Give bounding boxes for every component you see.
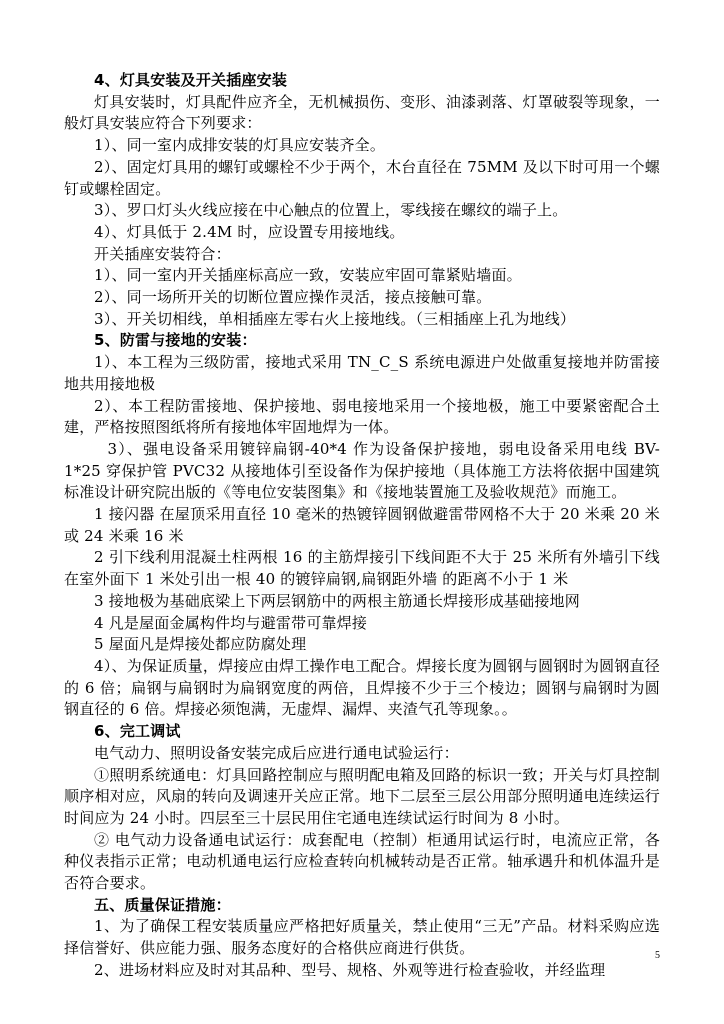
switch-item-1: 1）、同一室内开关插座标高应一致，安装应牢固可靠紧贴墙面。: [94, 266, 522, 285]
lighting-commissioning: ①照明系统通电：灯具回路控制应与照明配电箱及回路的标识一致；开关与灯具控制顺序相对应，风扇的转向及调速开关应正常。地下二层至三层公用部分照明通电连续运行时间应为 24 小时。四层至三十层民用住宅通电连续试运行时间为 8 小时。: [64, 765, 660, 827]
switch-socket-intro: 开关插座安装符合：: [94, 244, 231, 263]
section-heading-lightning: 5、防雷与接地的安装：: [94, 331, 257, 350]
lamp-item-1: 1）、同一室内成排安装的灯具应安装齐全。: [94, 136, 386, 155]
lamp-item-4: 4）、灯具低于 2.4M 时，应设置专用接地线。: [94, 222, 405, 241]
down-conductor-item: 2 引下线利用混凝土柱两根 16 的主筋焊接引下线间距不大于 25 米所有外墙引下线在室外面下 1 米处引出一根 40 的镀锌扁钢,扁钢距外墙 的距离不小于 1 米: [64, 548, 660, 589]
quality-item-1: 1、为了确保工程安装质量应严格把好质量关，禁止使用“三无”产品。材料采购应选择信誉好、供应能力强、服务态度好的合格供应商进行供货。: [64, 917, 660, 958]
lamp-item-3: 3）、罗口灯头火线应接在中心触点的位置上，零线接在螺纹的端子上。: [94, 201, 568, 220]
quality-item-2: 2、进场材料应及时对其品种、型号、规格、外观等进行检查验收，并经监理: [94, 960, 606, 979]
earth-electrode-item: 3 接地极为基础底梁上下两层钢筋中的两根主筋通长焊接形成基础接地网: [94, 591, 580, 610]
switch-item-3: 3）、开关切相线，单相插座左零右火上接地线。（三相插座上孔为地线）: [94, 309, 576, 328]
lightning-item-1: 1）、本工程为三级防雷，接地式采用 TN_C_S 系统电源进户处做重复接地并防雷接地共用接地极: [64, 353, 660, 393]
section-heading-lamp-install: 4、灯具安装及开关插座安装: [94, 71, 288, 89]
lightning-item-3: 3）、强电设备采用镀锌扁钢-40*4 作为设备保护接地，弱电设备采用电线 BV-1*25 穿保护管 PVC32 从接地体引至设备作为保护接地（具体施工方法将依据中国建筑标准设计研究院出版的《等电位安装图集》和《接地装置施工及验收规范》而施工。: [64, 439, 660, 502]
air-terminal-item: 1 接闪器 在屋顶采用直径 10 毫米的热镀锌圆钢做避雷带网格不大于 20 米乘 20 米或 24 米乘 16 米: [64, 505, 660, 545]
roof-metal-item: 4 凡是屋面金属构件均与避雷带可靠焊接: [94, 613, 368, 632]
switch-item-2: 2）、同一场所开关的切断位置应操作灵活，接点接触可靠。: [94, 288, 492, 307]
section-heading-commissioning: 6、完工调试: [94, 722, 181, 741]
lamp-item-2: 2）、固定灯具用的螺钉或螺栓不少于两个，木台直径在 75MM 及以下时可用一个螺钉或螺栓固定。: [64, 157, 660, 198]
page-number: 5: [655, 950, 660, 961]
commissioning-intro: 电气动力、照明设备安装完成后应进行通电试验运行：: [94, 743, 459, 762]
section-heading-quality: 五、质量保证措施：: [94, 895, 231, 914]
power-commissioning: ② 电气动力设备通电试运行：成套配电（控制）柜通用试运行时，电流应正常，各种仪表指示正常；电动机通电运行应检查转向机械转动是否正常。轴承遇升和机体温升是否符合要求。: [64, 830, 660, 893]
welding-item: 4）、为保证质量，焊接应由焊工操作电工配合。焊接长度为圆钢与圆钢时为圆钢直径的 6 倍；扁钢与扁钢时为扁钢宽度的两倍，且焊接不少于三个棱边；圆钢与扁钢时为圆钢直径的 6 倍。焊接必须饱满，无虚焊、漏焊、夹渣气孔等现象。。: [64, 656, 660, 719]
document-body: [64, 70, 660, 982]
lightning-item-2: 2）、本工程防雷接地、保护接地、弱电接地采用一个接地极，施工中要紧密配合土建，严格按照图纸将所有接地体牢固地焊为一体。: [64, 396, 660, 437]
roof-anticorrosion-item: 5 屋面凡是焊接处都应防腐处理: [94, 635, 307, 654]
paragraph-lamp-intro: 灯具安装时，灯具配件应齐全，无机械损伤、变形、油漆剥落、灯罩破裂等现象，一般灯具安装应符合下列要求：: [64, 92, 660, 133]
